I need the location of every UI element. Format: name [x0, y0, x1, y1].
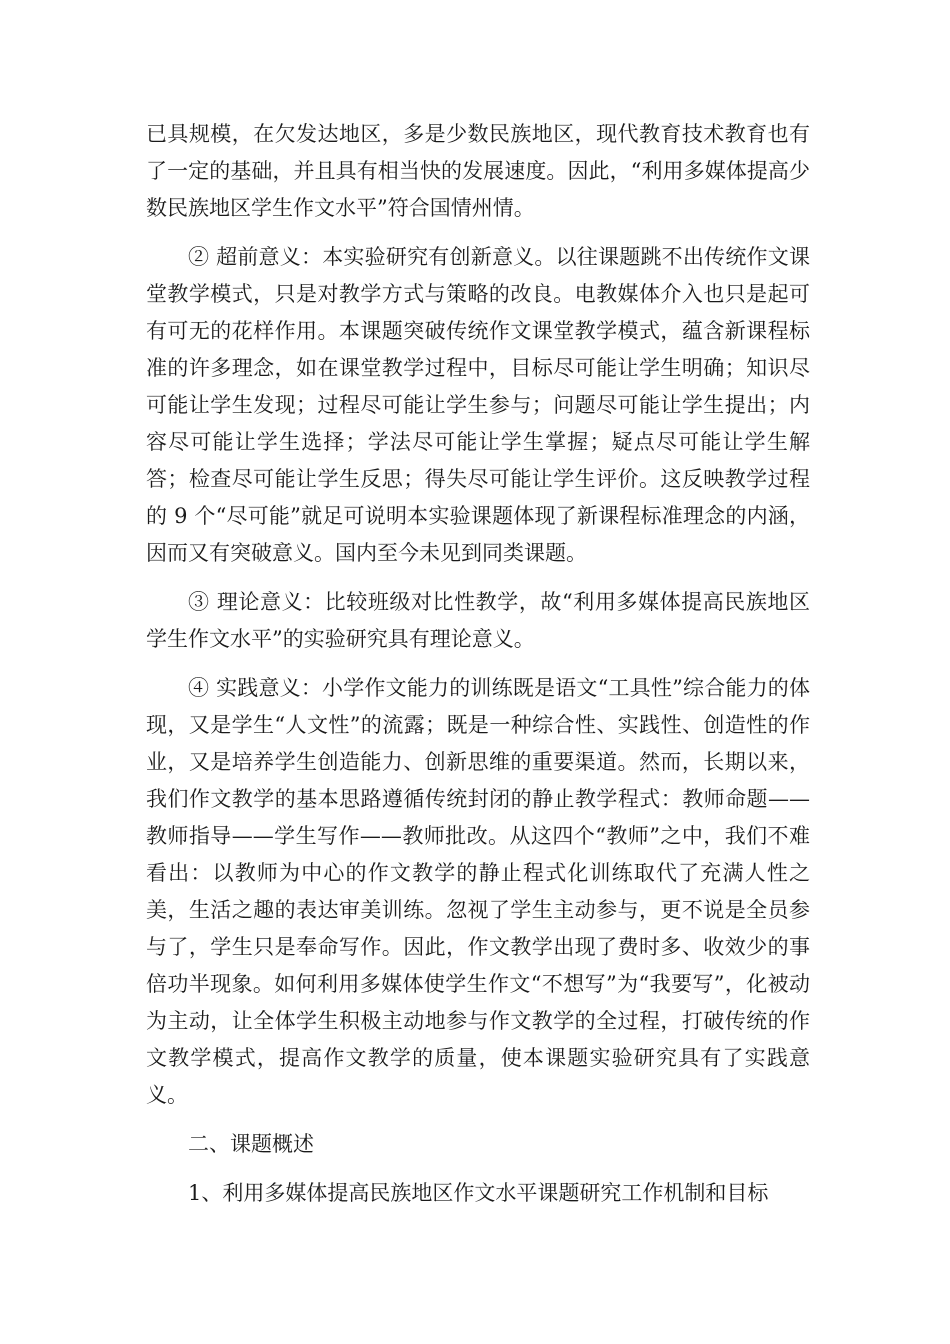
- paragraph-continuation: 已具规模，在欠发达地区，多是少数民族地区，现代教育技术教育也有了一定的基础，并且具有相当快的发展速度。因此，“利用多媒体提高少数民族地区学生作文水平”符合国情州情。: [146, 122, 810, 220]
- subsection-heading-1: 1、利用多媒体提高民族地区作文水平课题研究工作机制和目标: [188, 1181, 769, 1205]
- paragraph-practical-significance: ④ 实践意义：小学作文能力的训练既是语文“工具性”综合能力的体现，又是学生“人文性”的流露；既是一种综合性、实践性、创造性的作业，又是培养学生创造能力、创新思维的重要渠道。然而，长期以来，我们作文教学的基本思路遵循传统封闭的静止教学程式：教师命题——教师指导——学生写作——教师批改。从这四个“教师”之中，我们不难看出：以教师为中心的作文教学的静止程式化训练取代了充满人性之美，生活之趣的表达审美训练。忽视了学生主动参与，更不说是全员参与了，学生只是奉命写作。因此，作文教学出现了费时多、收效少的事倍功半现象。如何利用多媒体使学生作文“不想写”为“我要写”，化被动为主动，让全体学生积极主动地参与作文教学的全过程，打破传统的作文教学模式，提高作文教学的质量，使本课题实验研究具有了实践意义。: [146, 676, 810, 1107]
- document-body: [146, 116, 810, 1212]
- section-heading-overview: 二、课题概述: [188, 1132, 314, 1156]
- paragraph-advanced-significance: ② 超前意义：本实验研究有创新意义。以往课题跳不出传统作文课堂教学模式，只是对教学方式与策略的改良。电教媒体介入也只是起可有可无的花样作用。本课题突破传统作文课堂教学模式，蕴含新课程标准的许多理念，如在课堂教学过程中，目标尽可能让学生明确；知识尽可能让学生发现；过程尽可能让学生参与；问题尽可能让学生提出；内容尽可能让学生选择；学法尽可能让学生掌握；疑点尽可能让学生解答；检查尽可能让学生反思；得失尽可能让学生评价。这反映教学过程的 9 个“尽可能”就足可说明本实验课题体现了新课程标准理念的内涵，因而又有突破意义。国内至今未见到同类课题。: [146, 245, 810, 565]
- paragraph-theoretical-significance: ③ 理论意义：比较班级对比性教学，故“利用多媒体提高民族地区学生作文水平”的实验研究具有理论意义。: [146, 590, 810, 651]
